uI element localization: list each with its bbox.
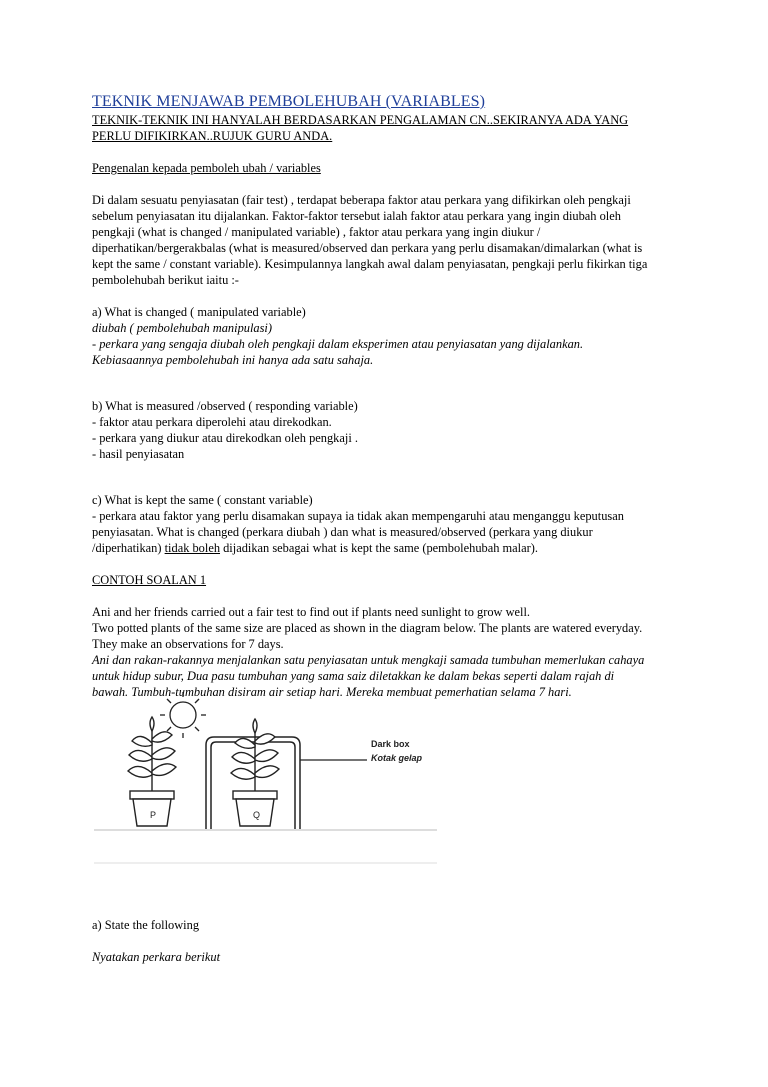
subtitle-line-1: TEKNIK-TEKNIK INI HANYALAH BERDASARKAN PENGALAMAN CN..SEKIRANYA ADA YANG xyxy=(92,113,629,127)
contoh-italic-line: bawah. Tumbuh-tumbuhan disiram air setiap hari. Mereka membuat pemerhatian selama 7 hari. xyxy=(92,685,572,699)
kotak-gelap-label: Kotak gelap xyxy=(371,753,423,763)
dark-box-label: Dark box xyxy=(371,739,410,749)
question-a: a) State the following xyxy=(92,918,200,932)
pot-q-label: Q xyxy=(253,810,261,820)
contoh-italic-line: Ani dan rakan-rakannya menjalankan satu penyiasatan untuk mengkaji samada tumbuhan memerlukan cahaya xyxy=(92,653,645,667)
section-b xyxy=(92,398,692,462)
intro-paragraph xyxy=(92,192,692,288)
contoh-line: They make an observations for 7 days. xyxy=(92,637,284,651)
section-c-text: /diperhatikan) xyxy=(92,541,165,555)
sun-icon xyxy=(160,692,206,738)
intro-line: kept the same / constant variable). Kesimpulannya langkah awal dalam penyiasatan, pengkaji perlu fikirkan tiga xyxy=(92,257,648,271)
pot-p-label: P xyxy=(150,810,157,820)
section-c-line: - perkara atau faktor yang perlu disamakan supaya ia tidak akan mempengaruhi atau menganggu keputusan xyxy=(92,509,624,523)
intro-line: pengkaji (what is changed / manipulated variable) , faktor atau perkara yang ingin diukur / xyxy=(92,225,541,239)
section-a-line: - perkara yang sengaja diubah oleh pengkaji dalam eksperimen atau penyiasatan yang dijalankan. xyxy=(92,337,584,351)
contoh-italic-line: untuk hidup subur, Dua pasu tumbuhan yang sama saiz diletakkan ke dalam bekas seperti dalam rajah di xyxy=(92,669,615,683)
underlined-tidak-boleh: tidak boleh xyxy=(164,541,221,555)
section-a-line: Kebiasaannya pembolehubah ini hanya ada satu sahaja. xyxy=(92,353,374,367)
intro-line: diperhatikan/bergerakbalas (what is measured/observed dan perkara yang perlu disamakan/dimalarkan (what is xyxy=(92,241,643,255)
section-c-text: dijadikan sebagai what is kept the same (pembolehubah malar). xyxy=(220,541,538,555)
contoh-heading: CONTOH SOALAN 1 xyxy=(92,573,207,587)
page-title: TEKNIK MENJAWAB PEMBOLEHUBAH (VARIABLES) xyxy=(92,93,486,110)
contoh-line: Two potted plants of the same size are placed as shown in the diagram below. The plants are watered everyday. xyxy=(92,621,643,635)
contoh-line: Ani and her friends carried out a fair test to find out if plants need sunlight to grow well. xyxy=(92,605,531,619)
intro-heading: Pengenalan kepada pemboleh ubah / variables xyxy=(92,161,321,175)
section-b-heading: b) What is measured /observed ( responding variable) xyxy=(92,399,358,413)
section-c-line: penyiasatan. What is changed (perkara diubah ) dan what is measured/observed (perkara yang diukur xyxy=(92,525,593,539)
section-b-line: - perkara yang diukur atau direkodkan oleh pengkaji . xyxy=(92,431,358,445)
section-b-line: - faktor atau perkara diperolehi atau direkodkan. xyxy=(92,415,332,429)
section-c-line xyxy=(92,540,692,556)
section-c xyxy=(92,492,692,556)
intro-line: Di dalam sesuatu penyiasatan (fair test) , terdapat beberapa faktor atau perkara yang difikirkan oleh pengkaji xyxy=(92,193,631,207)
question-a-italic: Nyatakan perkara berikut xyxy=(92,950,221,964)
section-c-heading: c) What is kept the same ( constant variable) xyxy=(92,493,313,507)
experiment-diagram xyxy=(92,683,452,868)
document-page xyxy=(92,93,692,700)
intro-line: pembolehubah berikut iaitu :- xyxy=(92,273,239,287)
section-b-line: - hasil penyiasatan xyxy=(92,447,185,461)
section-a-heading: a) What is changed ( manipulated variable) xyxy=(92,305,306,319)
section-a xyxy=(92,304,692,368)
section-a-line: diubah ( pembolehubah manipulasi) xyxy=(92,321,272,335)
intro-line: sebelum penyiasatan itu dijalankan. Faktor-faktor tersebut ialah faktor atau perkara yang ingin diubah oleh xyxy=(92,209,621,223)
subtitle-line-2: PERLU DIFIKIRKAN..RUJUK GURU ANDA. xyxy=(92,129,333,143)
